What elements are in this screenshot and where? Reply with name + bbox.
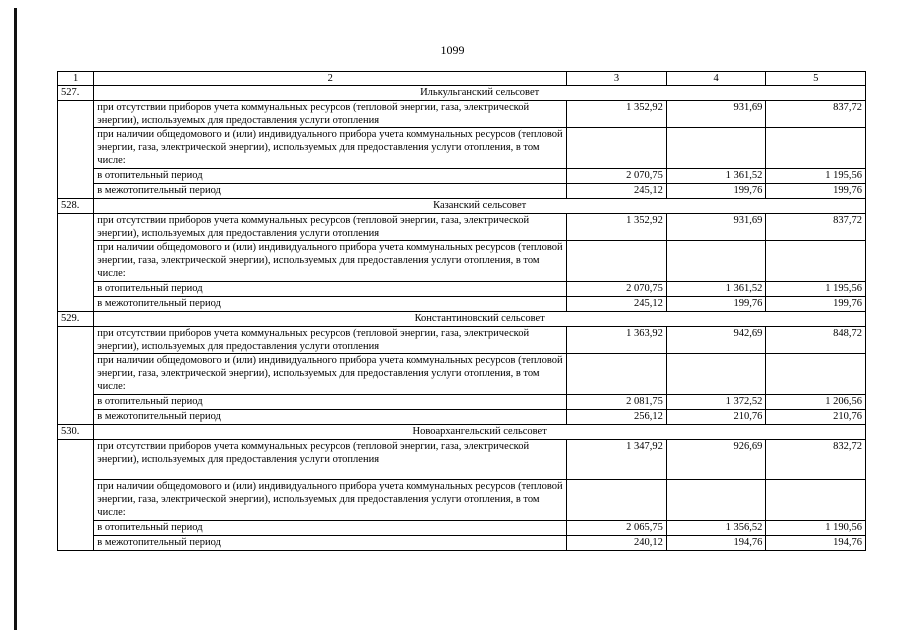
value-cell: 2 070,75 (567, 282, 667, 297)
region-number: 527. (58, 86, 94, 101)
table-row (58, 101, 866, 128)
value-cell: 240,12 (567, 536, 667, 551)
empty-cell (666, 354, 766, 395)
empty-cell (666, 480, 766, 521)
header-cell: 1 (58, 72, 94, 86)
empty-cell (666, 128, 766, 169)
table-row (58, 410, 866, 425)
value-cell: 1 352,92 (567, 101, 667, 128)
value-cell: 199,76 (666, 297, 766, 312)
value-cell: 837,72 (766, 214, 866, 241)
row-label: при отсутствии приборов учета коммунальных ресурсов (тепловой энергии, газа, электрической энергии), используемых для предоставления услуги отопления (94, 440, 567, 480)
empty-cell (567, 480, 667, 521)
region-number: 529. (58, 312, 94, 327)
value-cell: 210,76 (766, 410, 866, 425)
value-cell: 1 372,52 (666, 395, 766, 410)
row-label: при наличии общедомового и (или) индивидуального прибора учета коммунальных ресурсов (тепловой энергии, газа, электрической энергии), используемых для предоставления услуги отопления, в том числе: (94, 354, 567, 395)
region-row (58, 199, 866, 214)
table-header-row (58, 72, 866, 86)
row-label: в межотопительный период (94, 297, 567, 312)
value-cell: 1 361,52 (666, 169, 766, 184)
table-row (58, 241, 866, 282)
table-row (58, 395, 866, 410)
row-label: в отопительный период (94, 521, 567, 536)
row-label: при наличии общедомового и (или) индивидуального прибора учета коммунальных ресурсов (тепловой энергии, газа, электрической энергии), используемых для предоставления услуги отопления, в том числе: (94, 480, 567, 521)
empty-cell (58, 214, 94, 312)
value-cell: 1 347,92 (567, 440, 667, 480)
region-name: Константиновский сельсовет (94, 312, 866, 327)
row-label: в отопительный период (94, 169, 567, 184)
row-label: при отсутствии приборов учета коммунальных ресурсов (тепловой энергии, газа, электрической энергии), используемых для предоставления услуги отопления (94, 101, 567, 128)
value-cell: 1 363,92 (567, 327, 667, 354)
header-cell: 5 (766, 72, 866, 86)
region-number: 530. (58, 425, 94, 440)
value-cell: 1 195,56 (766, 169, 866, 184)
value-cell: 199,76 (766, 184, 866, 199)
value-cell: 848,72 (766, 327, 866, 354)
table-row (58, 169, 866, 184)
value-cell: 1 206,56 (766, 395, 866, 410)
table-row (58, 536, 866, 551)
table-row (58, 128, 866, 169)
value-cell: 2 081,75 (567, 395, 667, 410)
header-cell: 2 (94, 72, 567, 86)
empty-cell (766, 241, 866, 282)
region-row (58, 312, 866, 327)
table-row (58, 480, 866, 521)
empty-cell (567, 128, 667, 169)
value-cell: 942,69 (666, 327, 766, 354)
value-cell: 245,12 (567, 184, 667, 199)
value-cell: 1 190,56 (766, 521, 866, 536)
tariff-table (57, 71, 866, 551)
header-cell: 3 (567, 72, 667, 86)
table-row (58, 214, 866, 241)
empty-cell (766, 354, 866, 395)
value-cell: 199,76 (666, 184, 766, 199)
row-label: при наличии общедомового и (или) индивидуального прибора учета коммунальных ресурсов (тепловой энергии, газа, электрической энергии), используемых для предоставления услуги отопления, в том числе: (94, 241, 567, 282)
row-label: в отопительный период (94, 395, 567, 410)
region-name: Казанский сельсовет (94, 199, 866, 214)
table-row (58, 297, 866, 312)
value-cell: 194,76 (666, 536, 766, 551)
region-row (58, 86, 866, 101)
binding-line (14, 8, 17, 630)
table-row (58, 354, 866, 395)
value-cell: 245,12 (567, 297, 667, 312)
empty-cell (766, 480, 866, 521)
value-cell: 1 195,56 (766, 282, 866, 297)
table-row (58, 184, 866, 199)
row-label: при наличии общедомового и (или) индивидуального прибора учета коммунальных ресурсов (тепловой энергии, газа, электрической энергии), используемых для предоставления услуги отопления, в том числе: (94, 128, 567, 169)
empty-cell (567, 354, 667, 395)
value-cell: 926,69 (666, 440, 766, 480)
table-row (58, 282, 866, 297)
value-cell: 199,76 (766, 297, 866, 312)
value-cell: 931,69 (666, 214, 766, 241)
value-cell: 256,12 (567, 410, 667, 425)
table-row (58, 440, 866, 480)
page-number: 1099 (440, 43, 465, 57)
value-cell: 210,76 (666, 410, 766, 425)
region-name: Новоархангельский сельсовет (94, 425, 866, 440)
region-number: 528. (58, 199, 94, 214)
empty-cell (766, 128, 866, 169)
empty-cell (567, 241, 667, 282)
row-label: в межотопительный период (94, 184, 567, 199)
empty-cell (58, 327, 94, 425)
empty-cell (58, 440, 94, 551)
row-label: в отопительный период (94, 282, 567, 297)
value-cell: 2 070,75 (567, 169, 667, 184)
empty-cell (666, 241, 766, 282)
value-cell: 832,72 (766, 440, 866, 480)
row-label: при отсутствии приборов учета коммунальных ресурсов (тепловой энергии, газа, электрической энергии), используемых для предоставления услуги отопления (94, 327, 567, 354)
table-row (58, 521, 866, 536)
value-cell: 194,76 (766, 536, 866, 551)
empty-cell (58, 101, 94, 199)
value-cell: 2 065,75 (567, 521, 667, 536)
value-cell: 1 352,92 (567, 214, 667, 241)
header-cell: 4 (666, 72, 766, 86)
value-cell: 837,72 (766, 101, 866, 128)
region-name: Илькульганский сельсовет (94, 86, 866, 101)
table-row (58, 327, 866, 354)
value-cell: 1 361,52 (666, 282, 766, 297)
row-label: в межотопительный период (94, 410, 567, 425)
value-cell: 931,69 (666, 101, 766, 128)
region-row (58, 425, 866, 440)
value-cell: 1 356,52 (666, 521, 766, 536)
row-label: при отсутствии приборов учета коммунальных ресурсов (тепловой энергии, газа, электрической энергии), используемых для предоставления услуги отопления (94, 214, 567, 241)
row-label: в межотопительный период (94, 536, 567, 551)
